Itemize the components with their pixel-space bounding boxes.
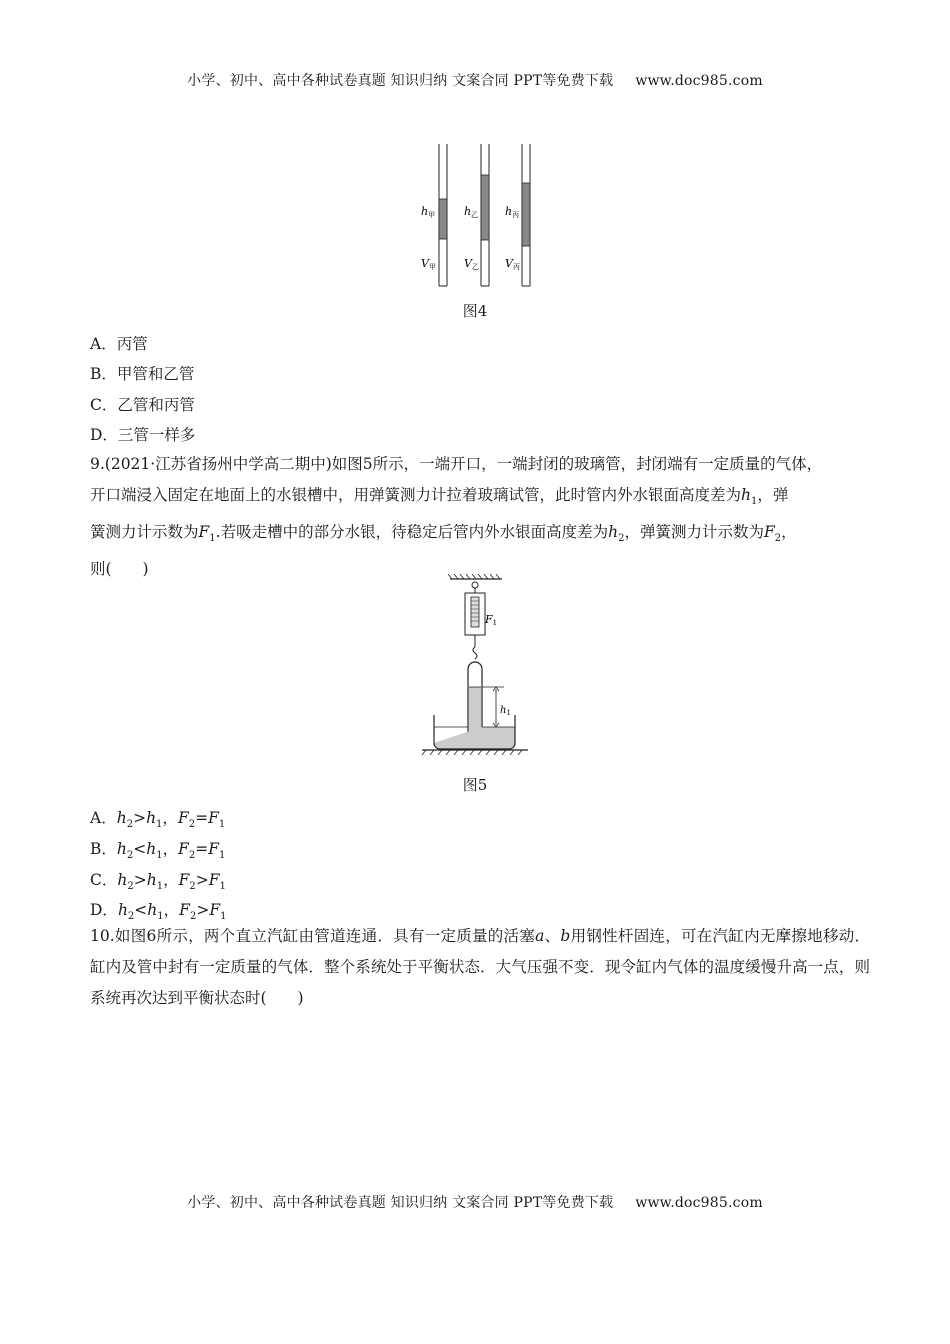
q8-option-c: C．乙管和丙管 [90,396,195,414]
footer-text: 小学、初中、高中各种试卷真题 知识归纳 文案合同 PPT等免费下载 [187,1195,614,1211]
q9-line-4: 则( ) [90,560,149,579]
label-h1: $h_1$ [500,705,511,717]
q9-option-d: D．$h_2<h_1$，$F_2>F_1$ [90,901,227,923]
header-text: 小学、初中、高中各种试卷真题 知识归纳 文案合同 PPT等免费下载 [187,73,614,89]
figure-4-caption: 图4 [462,302,488,320]
label-v-bing: V丙 [505,257,520,271]
label-h-bing: h丙 [505,205,520,219]
ground [422,750,528,755]
figure-5 [420,573,535,758]
tube-jia [439,144,447,286]
q9-option-b: B．$h_2<h_1$，$F_2=F_1$ [90,840,226,862]
page-header [0,70,950,90]
mercury-column [522,183,530,246]
q9-line-1: 9.(2021·江苏省扬州中学高二期中)如图5所示，一端开口，一端封闭的玻璃管，封闭端有一定质量的气体， [90,455,823,473]
mercury-column [481,175,489,240]
footer-site: www.doc985.com [635,1195,763,1211]
label-v-yi: V乙 [464,257,479,271]
q9-option-c: C．$h_2>h_1$，$F_2>F_1$ [90,871,226,893]
q8-option-d: D．三管一样多 [90,426,196,444]
q9-stem [90,449,870,585]
figure-4 [410,142,540,292]
q8-option-a: A．丙管 [90,335,148,353]
q9-option-a: A．$h_2>h_1$，$F_2=F_1$ [90,809,226,831]
label-h-jia: h甲 [421,205,436,219]
header-site: www.doc985.com [635,73,763,89]
q8-option-b: B．甲管和乙管 [90,365,195,383]
label-v-jia: V甲 [421,257,436,271]
q9-line-3: 簧测力计示数为$F_1$.若吸走槽中的部分水银，待稳定后管内外水银面高度差为$h_2$，弹簧测力计示数为$F_2$， [90,523,797,545]
q9-line-2: 开口端浸入固定在地面上的水银槽中，用弹簧测力计拉着玻璃试管，此时管内外水银面高度差为$h_1$，弹 [90,486,789,508]
ceiling [448,574,502,579]
label-f1: F1 [485,613,498,627]
page-footer [0,1192,950,1212]
tube-yi [481,144,489,286]
tube-bing [522,144,530,286]
mercury-column [439,199,447,239]
figure-5-caption: 图5 [462,776,488,794]
label-h-yi: h乙 [464,205,479,219]
q10-stem: 10.如图6所示，两个直立汽缸由管道连通．具有一定质量的活塞a、b用钢性杆固连，可在汽缸内无摩擦地移动．缸内及管中封有一定质量的气体．整个系统处于平衡状态．大气压强不变．现令缸内气体的温度缓慢升高一点，则系统再次达到平衡状态时( ) [90,927,870,1007]
spring-scale [465,582,485,659]
